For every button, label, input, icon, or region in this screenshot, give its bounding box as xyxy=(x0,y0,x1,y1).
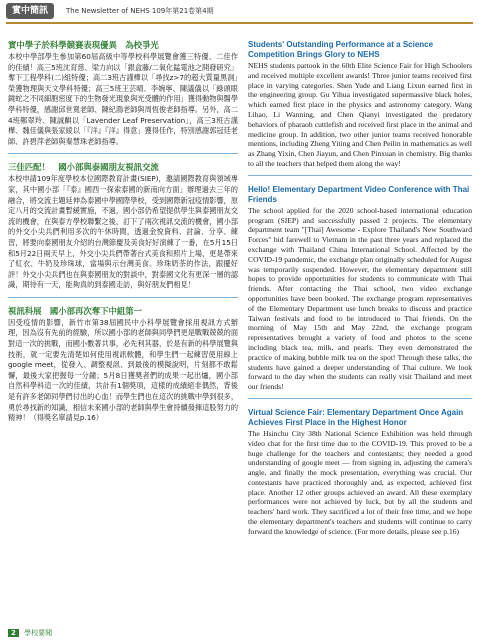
issue-label: 109年第21卷第4期 xyxy=(151,7,214,15)
article-body: 本校中學部學生參加第60屆高級中等學校科學展覽會獲三特優、二佳作的佳績！高三5班沈育慈、梁力向以「銀盒藤/二氧化錳電池之開發研究」奪下工程學科(二)組特優；高二3班古謹樺以「尋找z>7的超大質量黑洞」榮獲物理與天文學科特優；高三5班王芸晴、李婉寧、陳議儀以「綠頭眼鏡蛇之不同細胞密度下的生物發光現象與光受體的作用」獲得動物與醫學學科特優，感謝邱世寬老師、陳紀鴻老師與周恆俊老師指導。另外，高二4班鄭翠羚、陳誠麒以「Lavender Leaf Preservation」，高三3班古謹樺、魏佳儀與張家綾以「『洋』『洋』得意」獲得佳作，特別感謝郭冠廷老師、許碧萍老師與秦慧珠老師指導。 xyxy=(8,52,239,146)
page-number: 2 xyxy=(8,629,19,637)
masthead-divider xyxy=(6,22,473,24)
article-title: Hello! Elementary Department Video Conference with Thai Friends xyxy=(248,184,470,204)
article-title: 實中學子於科學競賽表現優異 為校爭光 xyxy=(8,40,159,50)
article-thai-exchange-zh xyxy=(8,162,238,298)
article-title: 三佳匹配！ 國小部與泰國朋友視訊交流 xyxy=(8,162,159,173)
article-body: 本校申請109年度學校本位國際教育計畫(SIEP)，邀請國際教育與領域專家，其中國小部「『泰』國西一探索泰國的新南向方面」辦理過去三年的融合，將交流主題延伸為泰國中學國際學校，受到國際新冠疫情影響，原定八月的交流計畫暫緩實施，不過，國小部仍希望提供學生與泰國朋友交流的機會，在與泰方學校聯繫之後，訂下了兩次視訊交流的機會，國小部的外交小尖兵們利用多次的午休時間，透過金悅資料、討論、分享、練習，將要向泰國朋友介紹的台灣節慶及美食好好演練了一番，在5月15日和5月22日兩天早上，外交小尖兵們帶著台式美食和照片上場，更是帶來了紅衣、牛奶及珍珠球，當場與示台灣美食。珍珠奶茶的作法，跟擺好評！外交小尖兵們也在與泰國朋友的對談中，對泰國文化有更深一層的認識，期待有一天，能夠真的到泰國走訪，與好朋友們相見！ xyxy=(8,174,239,290)
article-body: 因受疫情的影響，新竹市第38屆國民中小科學展覽會採用視訊方式辦理，因為沒有先前的經驗，所以國小部的老師與同學們更是戰戰兢兢的面對這一次的挑戰，而國小數著共事，必先利其器，於是有新的科學展覽與技術，就一定要先清楚如何使用視訊軟體，和學生們一起練習使用線上google meet，從發入、調整視訊、到最後的模擬說明，片刻都不敢鬆懈，最後大家把握每一分鐘；5月8日獲奬者們的成果一起出爐，國小部自然科學科這一次的佳績，共計有1個獎項，這樣的成績絕非偶然，背後是有許多老師同學們付出的心血！而學生們也在這次的挑戰中學到很多，勇於尋找新的知識，相信未來國小部的老師與學生會持續發揮這股努力的精神！（得獎名單請見p.16） xyxy=(8,317,239,423)
page-footer xyxy=(8,628,52,638)
article-title: Virtual Science Fair: Elementary Department Once Again Achieves First Place in the Highest Honor xyxy=(248,407,464,427)
newsletter-name: The Newsletter of NEHS xyxy=(66,7,150,15)
article-science-fair-en xyxy=(248,40,472,176)
article-body: The Hsinchu City 38th National Science Exhibition was held through video chat for the first time due to the COVID-19. This proved to be a huge challenge for the teachers and contestants; they needed a good understanding of google meet — from signing in, adjusting the camera's angle, and finally the mock presentation, everything was crucial. Our contestants have practiced thoroughly and, as expected, achieved first place. Another 12 other groups achieved an award. All these exemplary performances were not achieved by luck, but by all the students and teachers' hard work. They sacrificed a lot of their free time, and we hope the elementary department's teachers and students will continue to carry forward the knowledge of science. (For more details, please see p.16) xyxy=(248,428,472,536)
article-title: Students' Outstanding Performance at a Science Competition Brings Glory to NEHS xyxy=(248,40,434,59)
article-virtual-fair-en xyxy=(248,408,472,537)
chinese-column xyxy=(8,40,238,430)
article-virtual-fair-zh xyxy=(8,306,238,430)
newsletter-logo: 實中簡訊 xyxy=(6,3,54,19)
article-title: 視訊科展 國小部再次奪下中組第一 xyxy=(8,305,142,316)
masthead xyxy=(0,0,479,24)
article-body: The school applied for the 2020 school-based international education program (SIEP) and successfully passed 2 projects. The elementary department team "[Thai] Awesome - Explore Thailand's New Southward Forces" bid farewell to Vietnam in the past three years and replaced the exchange with Thailand China International School. Affected by the COVID-19 pandemic, the exchange plan originally scheduled for August was temporarily suspended. However, the elementary department still hopes to provide opportunities for students to communicate with Thai friends. After contacting the Thai school, two video exchange opportunities have been booked. The exchange program representatives of the Elementary Department use lunch breaks to discuss and practice Taiwan festivals and food to be introduced to Thai friends. On the morning of May 15th and May 22nd, the exchange program representatives brought a variety of food and photos to the scene including black tea, milk, and pearls. They even demonstrated the practice of making bubble milk tea on the spot! Through these talks, the students have gained a deeper understanding of Thai culture. We look forward to the day when the students can really visit Thailand and meet our friends! xyxy=(248,205,472,392)
english-column xyxy=(248,40,472,537)
article-thai-exchange-en xyxy=(248,185,472,399)
masthead-info xyxy=(66,6,214,16)
section-label: 學校要聞 xyxy=(24,629,53,637)
article-science-fair-zh xyxy=(8,40,238,154)
article-body: NEHS students partook in the 60th Elite Science Fair for High Schoolers and received multiple excellent awards! Three junior teams received first place in varying categories. Shen Yude and Liang Lixun earned first in the engineering group. Gu Yihua investigated supermassive black holes, which earned first place in the physics and astronomy category. Wang Lihao, Li Wanning, and Chen Qianyi investigated the predatory behaviors of pharaoh cuttlefish and received first place in the animal and medicine group. In addition, two other junior teams received honorable mentions, including Zheng Yiting and Chen Peilin in mathematics as well as Zhang Yixin, Chen Jiayun, and Chen Pinxuan in chemistry. Big thanks to all the teachers that helped them along the way! xyxy=(248,61,472,168)
